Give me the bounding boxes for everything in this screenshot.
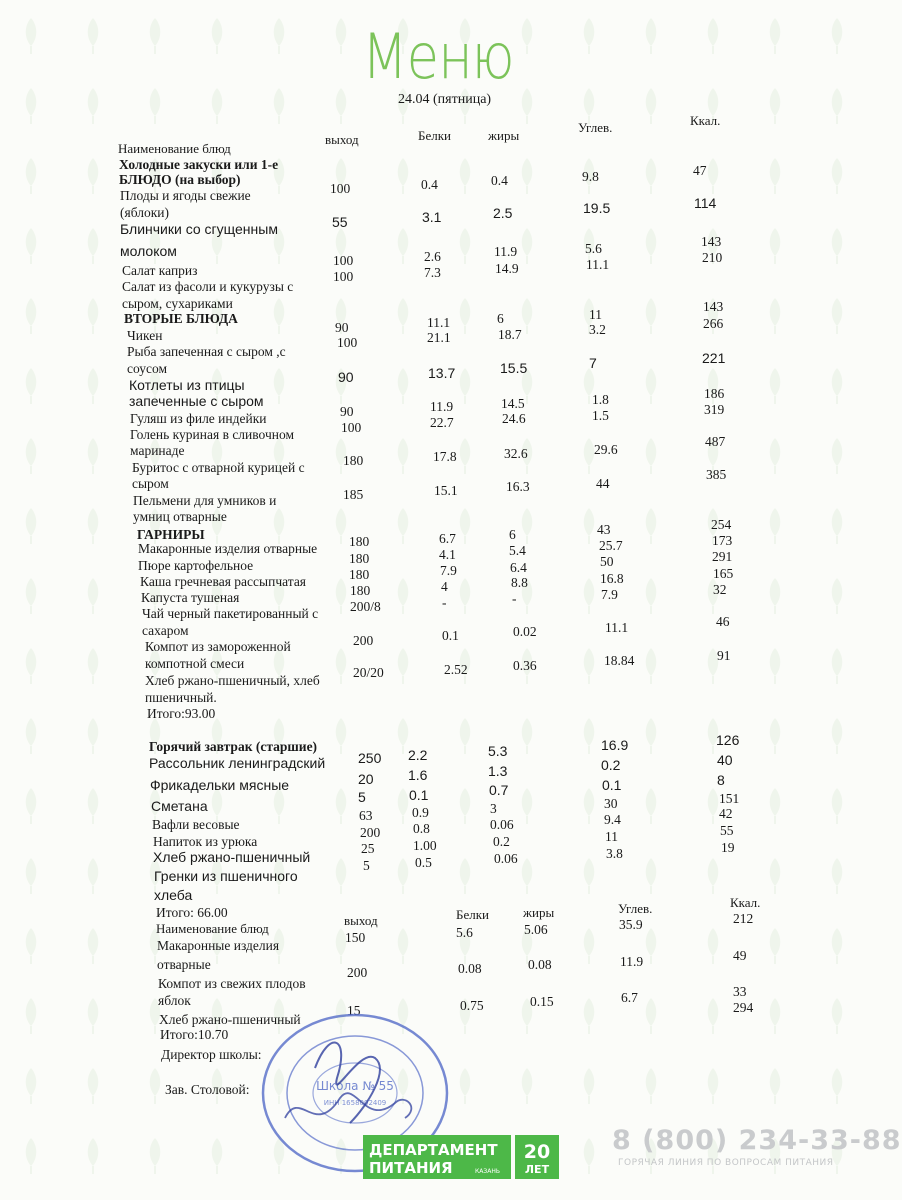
hotline-phone: 8 (800) 234-33-88 (612, 1125, 902, 1156)
dish-output: 180 (350, 583, 371, 598)
dish-carbs: 0.1 (602, 777, 622, 793)
dish-output: 5 (363, 858, 370, 873)
dish-output: 180 (349, 551, 370, 566)
dish-name-cont: компотной смеси (145, 656, 245, 671)
dish-name: Хлеб ржано-пшеничный (153, 849, 311, 865)
logo-years-word: ЛЕТ (524, 1163, 550, 1176)
dish-carbs: 5.6 (585, 241, 602, 256)
dish-kcal: 319 (704, 402, 725, 417)
dish-name: Буритос с отварной курицей с (132, 460, 305, 475)
dish-kcal: 8 (717, 772, 725, 788)
dish-protein: 2.6 (424, 249, 441, 264)
dish-kcal: 42 (719, 806, 733, 821)
dish-name-cont: пшеничный. (145, 690, 217, 705)
dish-carbs: 9.8 (582, 169, 599, 184)
dish-name: Фрикадельки мясные (150, 777, 290, 793)
dish-kcal: 114 (694, 195, 717, 211)
dish-fat: 3 (490, 801, 497, 816)
dish-name-cont: отварные (157, 957, 211, 972)
dish-protein: 4.1 (439, 547, 456, 562)
dish-fat: 5.06 (524, 922, 548, 937)
dish-carbs: 3.8 (606, 846, 623, 861)
dish-carbs: 11 (589, 307, 602, 322)
dish-kcal: 32 (713, 582, 727, 597)
dish-protein: 5.6 (456, 925, 473, 940)
dish-fat: 0.4 (491, 173, 508, 188)
sum-kcal: 294 (733, 1000, 754, 1015)
dish-carbs: 44 (596, 476, 610, 491)
dish-output: 63 (359, 808, 373, 823)
dish-fat: - (512, 591, 517, 606)
dish-output: 180 (349, 567, 370, 582)
dish-name-cont: соусом (127, 361, 168, 376)
dish-fat: 0.02 (513, 624, 537, 639)
dish-fat: 8.8 (511, 575, 528, 590)
dish-protein: 0.4 (421, 177, 438, 192)
dish-name: Пельмени для умников и (133, 493, 277, 508)
dish-kcal: 385 (706, 467, 727, 482)
dish-fat: 14.5 (501, 396, 525, 411)
dish-name: Капуста тушеная (141, 590, 240, 605)
dish-kcal-2: 487 (705, 434, 726, 449)
dish-name-cont: умниц отварные (133, 509, 227, 524)
dish-name: Котлеты из птицы (129, 377, 245, 393)
dish-protein: 1.00 (413, 838, 437, 853)
dish-kcal: 186 (704, 386, 725, 401)
dish-name: Каша гречневая рассыпчатая (140, 574, 307, 589)
dish-carbs: 16.8 (600, 571, 624, 586)
dish-name-cont: сыром, сухариками (122, 296, 233, 311)
dish-fat: 0.06 (494, 851, 518, 866)
dish-protein: 17.8 (433, 449, 457, 464)
logo-line1: ДЕПАРТАМЕНТ (369, 1141, 498, 1159)
dish-fat: 16.3 (506, 479, 530, 494)
department-logo (363, 1133, 561, 1181)
stamp-inn-text: ИНН 1658002409 (323, 1099, 387, 1107)
dish-kcal: 254 (711, 517, 732, 532)
dish-kcal: 210 (702, 250, 723, 265)
dish-carbs: 7 (589, 355, 597, 371)
dish-kcal: 143 (701, 234, 722, 249)
dish-name: Пюре картофельное (138, 558, 254, 573)
dish-fat: 6 (509, 527, 516, 542)
dish-output: 55 (332, 214, 348, 230)
logo-city: КАЗАНЬ (475, 1168, 500, 1175)
dish-name: Вафли весовые (152, 817, 240, 832)
dish-name-cont: молоком (120, 243, 177, 259)
dish-carbs: 43 (597, 522, 611, 537)
dish-kcal: 126 (716, 732, 740, 748)
dish-fat: 0.06 (490, 817, 514, 832)
dish-fat: 0.7 (489, 782, 509, 798)
header-protein-2: Белки (456, 907, 489, 922)
dish-output: 90 (340, 404, 354, 419)
dish-name: Рассольник ленинградский (149, 755, 326, 771)
dish-name: Салат каприз (122, 263, 198, 278)
header-fat-2: жиры (523, 905, 555, 920)
dish-kcal: 151 (719, 791, 740, 806)
dish-fat: 0.36 (513, 658, 537, 673)
header-name: Наименование блюд (118, 141, 231, 156)
dish-fat: 5.3 (488, 743, 508, 759)
dish-name: Макаронные изделия (157, 938, 280, 953)
dish-carbs: 0.2 (601, 757, 621, 773)
dish-name: Салат из фасоли и кукурузы с (122, 279, 294, 294)
dish-fat: 18.7 (498, 327, 522, 342)
dish-output: 90 (338, 369, 354, 385)
dish-fat: 15.5 (500, 360, 528, 376)
dish-protein: 0.8 (413, 821, 430, 836)
dish-protein: - (442, 595, 447, 610)
dish-kcal: 165 (713, 566, 734, 581)
dish-protein: 0.08 (458, 961, 482, 976)
dish-protein: 0.1 (442, 628, 459, 643)
dish-protein: 0.75 (460, 998, 484, 1013)
dish-name-cont: маринаде (130, 443, 185, 458)
dish-output: 100 (341, 420, 362, 435)
dish-carbs: 11.9 (620, 954, 644, 969)
dish-protein: 11.9 (430, 399, 454, 414)
dish-carbs: 18.84 (604, 653, 635, 668)
dish-output: 20 (358, 771, 374, 787)
dish-protein: 6.7 (439, 531, 456, 546)
dish-output: 180 (349, 534, 370, 549)
dish-name: Гуляш из филе индейки (130, 411, 267, 426)
dish-protein: 2.52 (444, 662, 468, 677)
dish-fat: 24.6 (502, 411, 526, 426)
dish-name: Рыба запеченная с сыром ,с (127, 344, 286, 359)
dish-protein: 7.9 (440, 563, 457, 578)
header-output-2: выход (344, 913, 378, 928)
header-kcal: Ккал. (690, 113, 721, 128)
dish-protein: 4 (441, 579, 448, 594)
dish-carbs: 7.9 (601, 587, 618, 602)
stamp-school-text: Школа № 55 (316, 1079, 394, 1093)
dish-carbs: 35.9 (619, 917, 643, 932)
page-title: Меню (362, 20, 514, 93)
dish-output: 100 (330, 181, 351, 196)
hotline-caption: ГОРЯЧАЯ ЛИНИЯ ПО ВОПРОСАМ ПИТАНИЯ (618, 1158, 834, 1168)
dish-name-cont: запеченные с сыром (129, 393, 264, 409)
dish-carbs: 3.2 (589, 322, 606, 337)
dish-name: Хлеб ржано-пшеничный, хлеб (145, 673, 320, 688)
dish-protein: 3.1 (422, 209, 442, 225)
dish-carbs: 30 (604, 796, 618, 811)
header-output: выход (325, 132, 359, 147)
dish-output: 25 (361, 841, 375, 856)
dish-name: Чикен (127, 328, 163, 343)
dish-protein: 13.7 (428, 365, 456, 381)
dish-protein: 15.1 (434, 483, 458, 498)
dish-fat: 32.6 (504, 446, 528, 461)
dish-carbs: 19.5 (583, 200, 611, 216)
dish-name: Блинчики со сгущенным (120, 221, 278, 237)
dish-name: Компот из свежих плодов (158, 976, 306, 991)
dish-kcal: 46 (716, 614, 730, 629)
total-lunch: Итого:93.00 (147, 706, 216, 721)
dish-fat: 0.2 (493, 834, 510, 849)
dish-name: Голень куриная в сливочном (130, 427, 295, 442)
logo-years-number: 20 (523, 1141, 551, 1163)
dish-output: 200 (353, 633, 374, 648)
header-fat: жиры (488, 128, 520, 143)
dish-name: Чай черный пакетированный с (142, 606, 319, 621)
dish-fat: 6.4 (510, 560, 527, 575)
dish-protein: 11.1 (427, 315, 451, 330)
dish-protein: 21.1 (427, 330, 451, 345)
director-label: Директор школы: (161, 1047, 262, 1062)
header-protein: Белки (418, 128, 451, 143)
dish-kcal: 47 (693, 163, 707, 178)
dish-name-cont: сыром (132, 476, 169, 491)
dish-carbs: 29.6 (594, 442, 618, 457)
dish-fat: 5.4 (509, 543, 526, 558)
dish-output: 100 (333, 269, 354, 284)
dish-output: 185 (343, 487, 364, 502)
dish-name-cont: яблок (158, 993, 191, 1008)
dish-protein: 7.3 (424, 265, 441, 280)
total-third: Итого:10.70 (160, 1027, 229, 1042)
dish-carbs: 9.4 (604, 812, 621, 827)
dish-fat: 1.3 (488, 763, 508, 779)
dish-kcal: 143 (703, 299, 724, 314)
dish-fat: 6 (497, 311, 504, 326)
dish-name: Компот из замороженной (145, 639, 291, 654)
dish-kcal: 212 (733, 911, 754, 926)
dish-output: 250 (358, 750, 382, 766)
dish-fat: 0.08 (528, 957, 552, 972)
section-hot-title: Горячий завтрак (старшие) (149, 739, 318, 754)
dish-carbs: 1.5 (592, 408, 609, 423)
dish-output: 150 (345, 930, 366, 945)
dish-protein: 2.2 (408, 747, 428, 763)
section-second-title: ВТОРЫЕ БЛЮДА (124, 311, 238, 326)
header-name-2: Наименование блюд (156, 921, 269, 936)
dish-carbs: 6.7 (621, 990, 638, 1005)
dish-name: Напиток из урюка (153, 834, 258, 849)
section-garnish-title: ГАРНИРЫ (137, 527, 205, 542)
section-cold-title: Холодные закуски или 1-е (119, 157, 279, 172)
dish-fat: 2.5 (493, 205, 513, 221)
canteen-head-label: Зав. Столовой: (165, 1082, 250, 1097)
dish-name: Сметана (151, 798, 208, 814)
dish-protein: 1.6 (408, 767, 428, 783)
dish-name: Макаронные изделия отварные (138, 541, 318, 556)
dish-name-cont: сахаром (142, 623, 189, 638)
total-breakfast: Итого: 66.00 (156, 905, 228, 920)
dish-name: Хлеб ржано-пшеничный (159, 1012, 301, 1027)
dish-kcal: 33 (733, 984, 747, 999)
dish-kcal: 91 (717, 648, 731, 663)
header-carbs: Углев. (578, 120, 613, 135)
dish-output: 100 (333, 253, 354, 268)
dish-name-cont: (яблоки) (120, 205, 170, 220)
dish-output: 200 (347, 965, 368, 980)
dish-kcal: 291 (712, 549, 733, 564)
section-cold-title-2: БЛЮДО (на выбор) (119, 172, 241, 187)
dish-kcal: 40 (717, 752, 733, 768)
dish-carbs: 16.9 (601, 737, 629, 753)
dish-protein: 0.9 (412, 805, 429, 820)
dish-carbs: 25.7 (599, 538, 623, 553)
dish-output: 200 (360, 825, 381, 840)
header-carbs-2: Углев. (618, 901, 653, 916)
dish-name: Плоды и ягоды свежие (120, 188, 251, 203)
dish-kcal: 221 (702, 350, 726, 366)
dish-carbs: 50 (600, 554, 614, 569)
dish-carbs: 11.1 (605, 620, 629, 635)
dish-protein: 0.5 (415, 855, 432, 870)
dish-output: 5 (358, 789, 366, 805)
dish-output: 90 (335, 320, 349, 335)
dish-protein: 22.7 (430, 415, 454, 430)
dish-output: 15 (347, 1003, 361, 1018)
dish-output: 100 (337, 335, 358, 350)
dish-fat: 11.9 (494, 244, 518, 259)
dish-fat: 14.9 (495, 261, 519, 276)
dish-output: 20/20 (353, 665, 384, 680)
menu-date: 24.04 (пятница) (398, 92, 492, 107)
dish-kcal: 266 (703, 316, 724, 331)
dish-kcal: 49 (733, 948, 747, 963)
header-kcal-2: Ккал. (730, 895, 761, 910)
dish-output: 180 (343, 453, 364, 468)
dish-name-cont: хлеба (154, 887, 193, 903)
dish-carbs: 11.1 (586, 257, 610, 272)
dish-protein: 0.1 (409, 787, 429, 803)
dish-carbs: 1.8 (592, 392, 609, 407)
dish-kcal: 19 (721, 840, 735, 855)
dish-carbs: 11 (605, 829, 618, 844)
dish-kcal: 55 (720, 823, 734, 838)
dish-kcal: 173 (712, 533, 733, 548)
dish-output: 200/8 (350, 599, 381, 614)
dish-fat: 0.15 (530, 994, 554, 1009)
dish-name: Гренки из пшеничного (154, 868, 298, 884)
logo-line2: ПИТАНИЯ (369, 1159, 453, 1177)
